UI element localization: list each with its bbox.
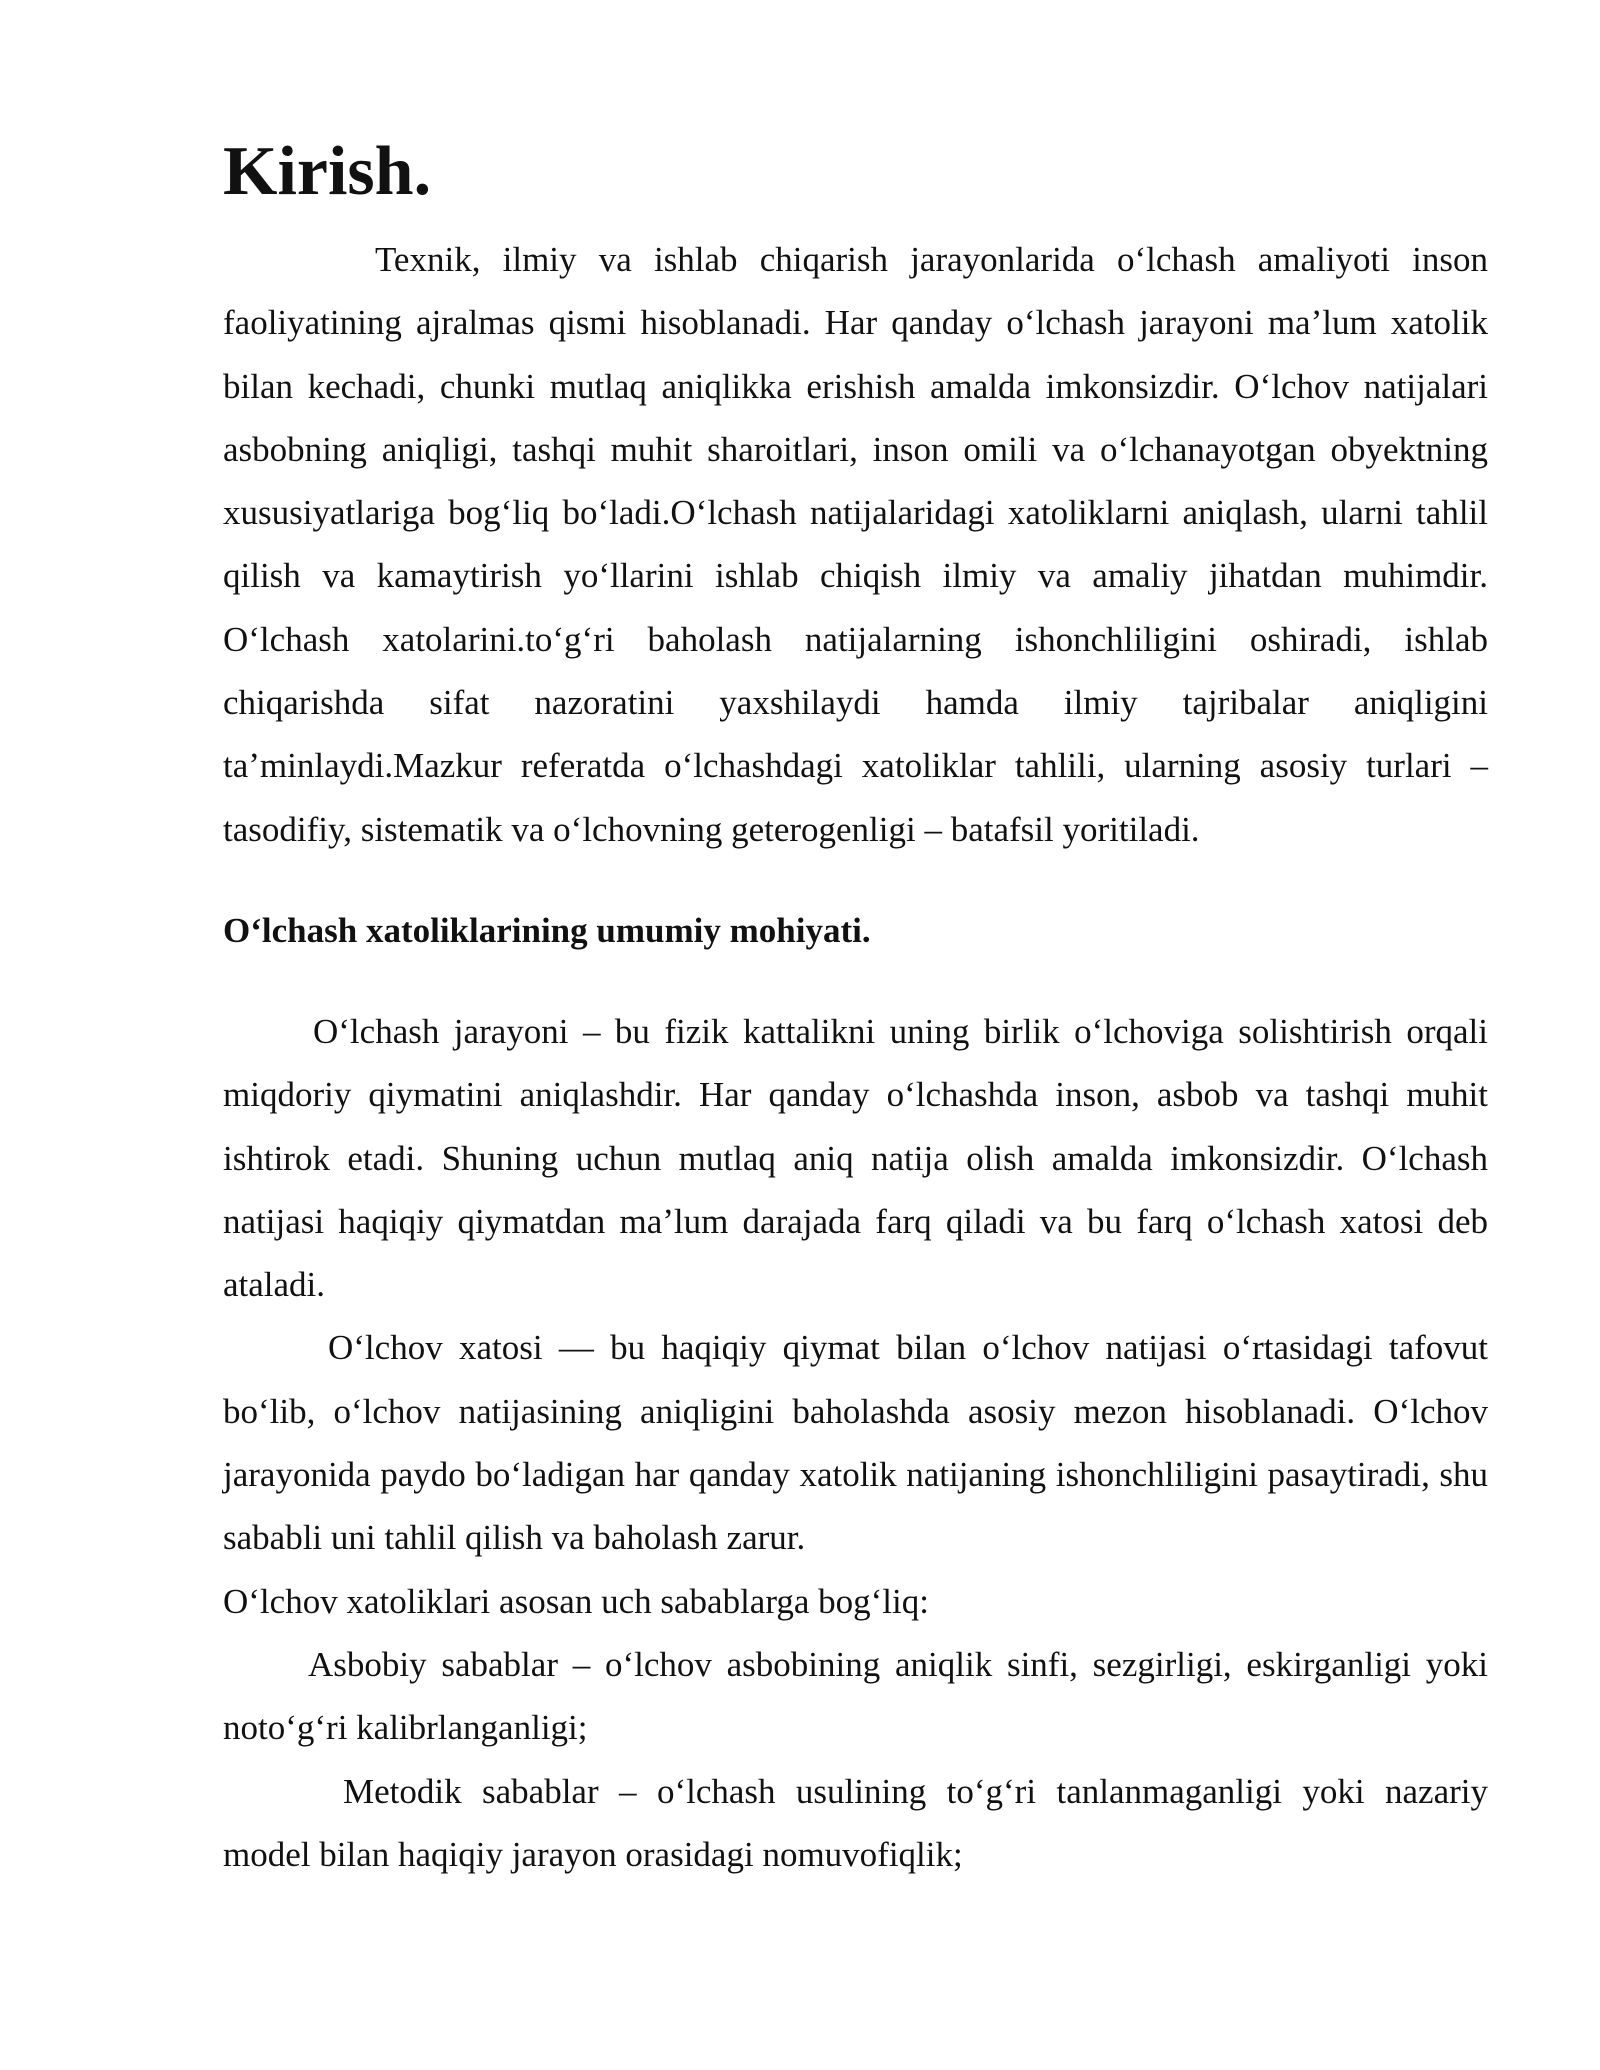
body-section [223, 1000, 1488, 1886]
intro-paragraph: Texnik, ilmiy va ishlab chiqarish jarayonlarida oʻlchash amaliyoti inson faoliyatining ajralmas qismi hisoblanadi. Har qanday oʻlchash jarayoni maʼlum xatolik bilan kechadi, chunki mutlaq aniqlikka erishish amalda imkonsizdir. Oʻlchov natijalari asbobning aniqligi, tashqi muhit sharoitlari, inson omili va oʻlchanayotgan obyektning xususiyatlariga bogʻliq boʻladi.Oʻlchash natijalaridagi xatoliklarni aniqlash, ularni tahlil qilish va kamaytirish yoʻllarini ishlab chiqish ilmiy va amaliy jihatdan muhimdir. Oʻlchash xatolarini.toʻgʻri baholash natijalarning ishonchliligini oshiradi, ishlab chiqarishda sifat nazoratini yaxshilaydi hamda ilmiy tajribalar aniqligini taʼminlaydi.Mazkur referatda oʻlchashdagi xatoliklar tahlili, ularning asosiy turlari – tasodifiy, sistematik va oʻlchovning geterogenligi – batafsil yoritiladi. [223, 240, 1488, 849]
paragraph-measurement: Oʻlchash jarayoni – bu fizik kattalikni uning birlik oʻlchoviga solishtirish orqali miqdoriy qiymatini aniqlashdir. Har qanday oʻlchashda inson, asbob va tashqi muhit ishtirok etadi. Shuning uchun mutlaq aniq natija olish amalda imkonsizdir. Oʻlchash natijasi haqiqiy qiymatdan maʼlum darajada farq qiladi va bu farq oʻlchash xatosi deb ataladi. [223, 1012, 1488, 1305]
paragraph-error-definition: Oʻlchov xatosi — bu haqiqiy qiymat bilan oʻlchov natijasi oʻrtasidagi tafovut boʻlib, oʻlchov natijasining aniqligini baholashda asosiy mezon hisoblanadi. Oʻlchov jarayonida paydo boʻladigan har qanday xatolik natijaning ishonchliligini pasaytiradi, shu sababli uni tahlil qilish va baholash zarur. [223, 1328, 1488, 1558]
heading-essence: Oʻlchash xatoliklarining umumiy mohiyati. [223, 911, 871, 950]
paragraph-methodical-causes: Metodik sabablar – oʻlchash usulining toʻgʻri tanlanmaganligi yoki nazariy model bilan haqiqiy jarayon orasidagi nomuvofiqlik; [223, 1771, 1488, 1874]
paragraph-causes-intro: Oʻlchov xatoliklari asosan uch sabablarga bogʻliq: [223, 1581, 929, 1621]
paragraph-instrumental-causes: Asbobiy sabablar – oʻlchov asbobining aniqlik sinfi, sezgirligi, eskirganligi yoki notoʻgʻri kalibrlanganligi; [223, 1644, 1488, 1748]
heading-intro: Kirish. [223, 133, 432, 210]
